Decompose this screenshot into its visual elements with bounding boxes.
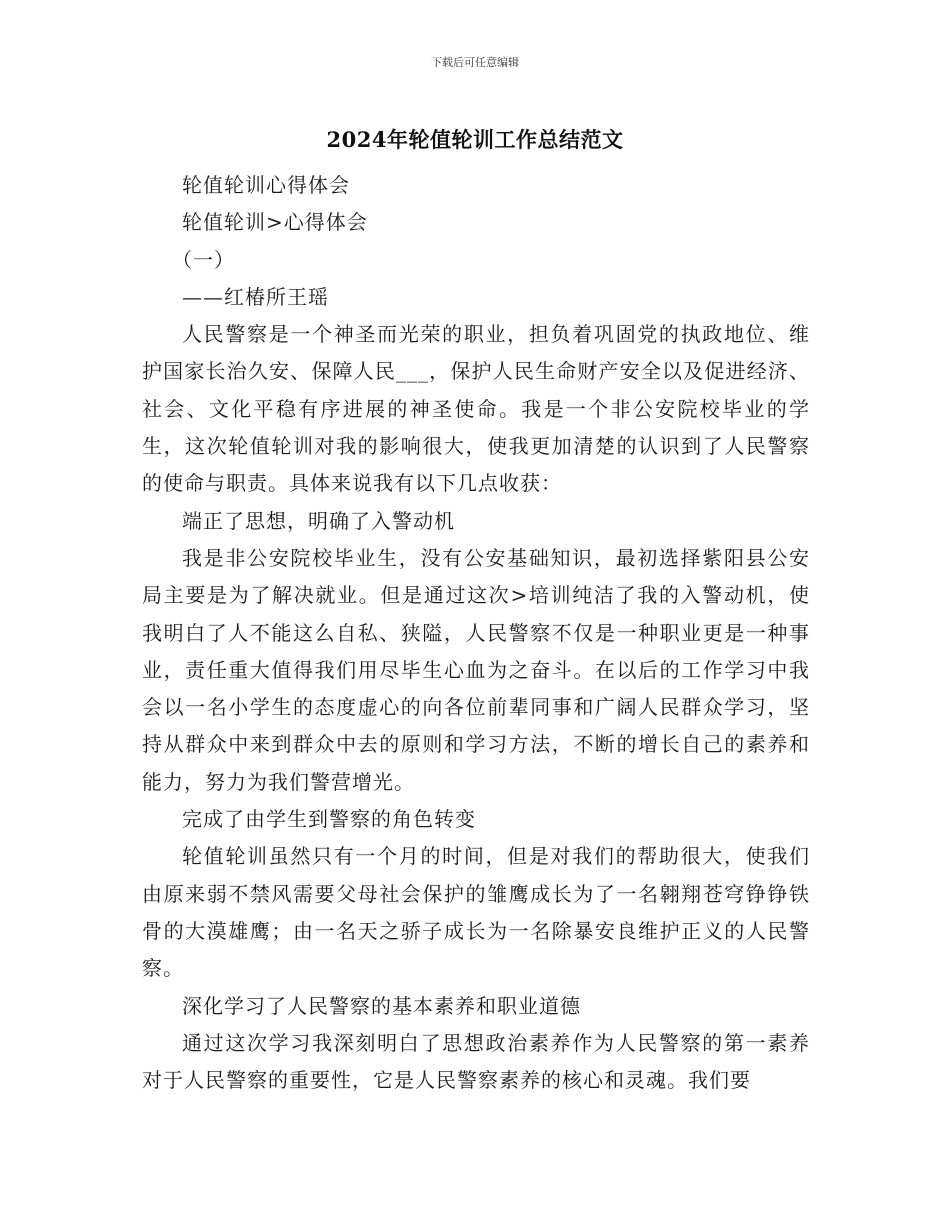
page-header-note: 下载后可任意编辑 [431, 56, 519, 69]
paragraph-subtitle-2: 轮值轮训>心得体会 [182, 210, 368, 235]
document-title: 2024年轮值轮训工作总结范文 [326, 127, 624, 152]
document-body [142, 167, 810, 1099]
paragraph-3: 通过这次学习我深刻明白了思想政治素养作为人民警察的第一素养对于人民警察的重要性，它是人民警察素养的核心和灵魂。我们要 [142, 1030, 810, 1093]
paragraph-2: 轮值轮训虽然只有一个月的时间，但是对我们的帮助很大，使我们由原来弱不禁风需要父母社会保护的雏鹰成长为了一名翱翔苍穹铮铮铁骨的大漠雄鹰；由一名天之骄子成长为一名除暴安良维护正义的人民警察。 [142, 844, 810, 981]
paragraph-1: 我是非公安院校毕业生，没有公安基础知识，最初选择紫阳县公安局主要是为了解决就业。但是通过这次>培训纯洁了我的入警动机，使我明白了人不能这么自私、狭隘，人民警察不仅是一种职业更是一种事业，责任重大值得我们用尽毕生心血为之奋斗。在以后的工作学习中我会以一名小学生的态度虚心的向各位前辈同事和广阔人民群众学习，坚持从群众中来到群众中去的原则和学习方法，不断的增长自己的素养和能力，努力为我们警营增光。 [142, 545, 810, 794]
author-line: ——红椿所王瑶 [182, 284, 329, 309]
section-number: （一） [172, 247, 235, 272]
paragraph-intro: 人民警察是一个神圣而光荣的职业，担负着巩固党的执政地位、维护国家长治久安、保障人民___，保护人民生命财产安全以及促进经济、社会、文化平稳有序进展的神圣使命。我是一个非公安院校毕业的学生，这次轮值轮训对我的影响很大，使我更加清楚的认识到了人民警察的使命与职责。具体来说我有以下几点收获： [142, 322, 810, 496]
section-heading-2: 完成了由学生到警察的角色转变 [182, 807, 476, 832]
section-heading-3: 深化学习了人民警察的基本素养和职业道德 [182, 993, 581, 1018]
section-heading-1: 端正了思想，明确了入警动机 [182, 508, 455, 533]
paragraph-subtitle-1: 轮值轮训心得体会 [182, 173, 350, 197]
